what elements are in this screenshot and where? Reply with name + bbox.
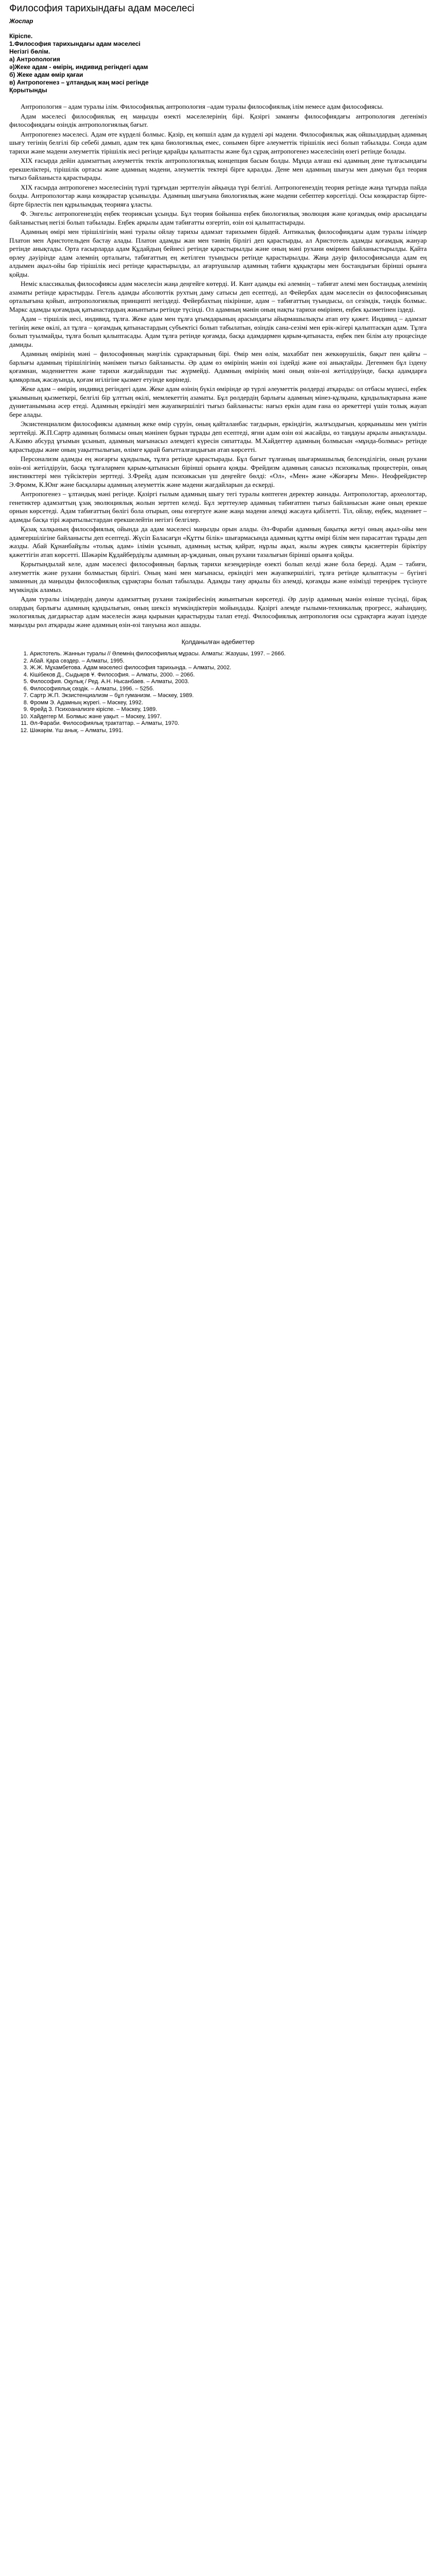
paragraph: Адам мәселесі философиялық ең маңызды өзекті мәселелерінің бірі. Қазіргі заманғы философиядағы антропология дегеніміз философиядағы өзіндік антропологиялық бағыт. [9,112,427,128]
plan-item: 1.Философия тарихындағы адам мәселесі [9,40,141,47]
reference-item: 11. Әл-Фараби. Философиялық трактаттар. – Алматы, 1970. [30,720,427,727]
plan-section [9,18,427,94]
paragraph: Адамның өмірі мен тірішілігінің мәні туралы ойлау тарихы адамзат тарихымен бірдей. Антикалық философиядағы адам туралы ілімдер Платон мен Аристотельден бастау алады. Платон адамды жан мен тәннің бірлігі деп қарастырды, ал Аристотель адамды қоғамдық жануар ретінде анықтады. Орта ғасырларда адам Құдайдың бейнесі ретінде қарастырылды және оның мәні рухани өмірмен байланыстырылды. Қайта өрлеу дәуірінде адам әлемнің орталығы, табиғаттың ең жетілген туындысы ретінде қарастырылды. Жаңа дәуір философиясында адам ең алдымен ақыл-ойы бар тірішілік иесі ретінде қарастырылды, ал ағартушылар адамның табиғи құқықтары мен бостандығын бірінші орынға қойды. [9,228,427,278]
reference-item: 4. Кішібеков Д., Сыдықов Ұ. Философия. – Алматы, 2000. – 206б. [30,672,427,679]
paragraph: Антропогенез мәселесі. Адам өте күрделі болмыс. Қазір, ең көпшіл адам да күрделі әрі мәдени. Философиялық жақ ойшылдардың адамның шығу тегінің белгілі бір себебі дамып, адам тек қана биологиялық емес, сонымен бірге әлеуметтік тірішілік иесі болып табылады. Сонда адам тарихи және мәдени әлеуметтік тірішілік иесі регінде қарайды қалыптасты және бұл сұрақ антропогенез мәселесінің өзегі ретінде болады. [9,130,427,155]
paragraph: Персонализм адамды ең жоғарғы құндылық, тұлға ретінде қарастырады. Бұл бағыт тұлғаның шығармашылық белсенділігін, оның рухани өзін-өзі жетілдіруін, басқа тұлғалармен қарым-қатынасын бірінші орынға қояды. Фрейдизм адамның санасыз психикалық процестерін, оның инстинкттері мен түйсіктерін зерттеді. З.Фрейд адам психикасын үш деңгейге бөлді: «Ол», «Мен» және «Жоғарғы Мен». Неофрейдистер Э.Фромм, К.Юнг және басқалары адамның әлеуметтік және мәдени жағдайларын да ескерді. [9,455,427,488]
paragraph: Жеке адам – өмірің, индивид регіндегі адам. Жеке адам өзінің бүкіл өмірінде әр түрлі әлеуметтік рөлдерді атқарады: ол отбасы мүшесі, еңбек ұжымының қызметкері, белгілі бір ұлттың өкілі, мемлекеттің азаматы. Бұл рөлдердің барлығы адамның мінез-құлқына, құндылықтарына және дүниетанымына әсер етеді. Адамның еркіндігі мен жауапкершілігі тығыз байланысты: нағыз еркін адам ғана өз әрекеттері үшін толық жауап бере алады. [9,385,427,418]
paragraph: Экзистенциализм философиясы адамның жеке өмір сүруін, оның қайталанбас тағдырын, еркіндігін, жалғыздығын, қорқынышы мен үмітін зерттейді. Ж.П.Сартр адамның болмысы оның мәнінен бұрын тұрады деп есептеді, яғни адам өзін өзі жасайды, өз таңдауы арқылы анықталады. А.Камю абсурд ұғымын ұсынып, адамның мағынасыз әлемдегі күресін сипаттады. М.Хайдеггер адамның болмысын «мұнда-болмыс» ретінде қарастырды және оның уақыттылығын, өлімге қарай бағытталғандығын атап көрсетті. [9,420,427,453]
paragraph: Қазақ халқының философиялық ойында да адам мәселесі маңызды орын алады. Әл-Фараби адамның бақытқа жетуі оның ақыл-ойы мен адамгершілігіне байланысты деп есептеді. Жүсіп Баласағұн «Құтты білік» шығармасында адамның құтты өмірі білім мен парасаттан тұрады деп жазды. Абай Құнанбайұлы «толық адам» ілімін ұсынып, адамның ыстық қайрат, нұрлы ақыл, жылы жүрек сияқты қасиеттерін біріктіру қажеттігін атап көрсетті. Шәкәрім Құдайбердіұлы адамның ар-ұжданын, оның рухани тазалығын бірінші орынға қойды. [9,525,427,558]
body-text [9,103,427,629]
paragraph: XIX ғасырда дейін адамзаттың әлеуметтік тектік антропологиялық концепция басым болды. Мұнда алғаш екі адамның дене тұлғасындағы ерекшеліктері, тірішілік ортасы және адамның мәдени, әлеуметтік тектері бірге қаралды. Дене мен адамның шығуы мен дамуын бұл теория тығыз байланыста қарастырады. [9,157,427,181]
reference-item: 6. Философиялық сөздік. – Алматы, 1996. – 525б. [30,686,427,693]
plan-item: в) Антропогенез – ұлтандық жаң мәсі регінде [9,79,149,86]
plan-item: б) Жеке адам өмір қағаи [9,71,83,78]
plan-heading: Жоспар [9,18,33,25]
references-title: Қолданылған әдебиеттер [181,638,255,646]
paragraph: Адам – тіршілік иесі, индивид, тұлға. Жеке адам мен тұлға ұғымдарының арасындағы айырмашылықты атап өту қажет. Индивид – адамзат тегінің жеке өкілі, ал тұлға – қоғамдық қатынастардың субъектісі болып табылатын, өзіндік сана-сезімі мен ерік-жігері қалыптасқан адам. Тұлға болып туылмайды, тұлға болып қалыптасады. Адам тұлға ретінде қоғамда, басқа адамдармен қарым-қатынаста, еңбек пен білім алу процесінде дамиды. [9,315,427,348]
reference-item: 8. Фромм Э. Адамның жүрегі. – Мәскеу, 1992. [30,700,427,707]
references-section [9,638,427,734]
paragraph: Антропология – адам туралы ілім. Философиялық антропология –адам туралы философиялық ілім немесе адам философиясы. [21,103,383,110]
plan-item: а) Антропология [9,56,60,63]
paragraph: Қорытындылай келе, адам мәселесі философияның барлық тарихи кезеңдерінде өзекті болып келді және бола береді. Адам – табиғи, әлеуметтік және рухани болмыстың бірлігі. Оның мәні мен мағынасы, еркіндігі мен жауапкершілігі, тұлға ретінде қалыптасуы – бүгінгі заманның да маңызды философиялық сұрақтары болып табылады. Адамды тану арқылы біз әлемді, қоғамды және өзімізді тереңірек түсінуге мүмкіндік аламыз. [9,560,427,594]
reference-item: 5. Философия. Оқулық / Ред. А.Н. Нысанбаев. – Алматы, 2003. [30,679,427,686]
plan-conclusion: Қорытынды [9,87,47,94]
reference-item: 9. Фрейд З. Психоанализге кіріспе. – Мәскеу, 1989. [30,706,427,714]
paragraph: Адамның өмірінің мәні – философияның мәңгілік сұрақтарының бірі. Өмір мен өлім, махаббат пен жеккөрушілік, бақыт пен қайғы – барлығы адамның тірішілігінің мәнімен тығыз байланысты. Әр адам өз өмірінің мәнін өзі іздейді және өзі анықтайды. Дегенмен бұл іздену қоғамнан, мәдениеттен және тарихи жағдайлардан тыс жүрмейді. Адамның өмірінің мәні оның өзін-өзі жетілдіруінде, басқа адамдарға қамқорлық жасауында, қоғам игілігіне қызмет етуінде көрінеді. [9,350,427,383]
plan-item: Негізгі бөлім. [9,48,50,55]
reference-item: 7. Сартр Ж.П. Экзистенциализм – бұл гуманизм. – Мәскеу, 1989. [30,692,427,700]
reference-item: 1. Аристотель. Жаннын туралы // Әлемнің философиялық мұрасы. Алматы: Жазушы, 1997. – 266б. [30,651,427,658]
references-list [9,651,427,734]
paragraph: Неміс классикалық философиясы адам мәселесін жаңа деңгейге көтерді. И. Кант адамды екі әлемнің – табиғат әлемі мен бостандық әлемінің азаматы ретінде қарастырды. Гегель адамды абсолюттік рухтың даму сатысы деп есептеді, ал Фейербах адам мәселесін өз философиясының орталығына қойып, антропологиялық принципті негіздеді. Фейербахтың пікірінше, адам – табиғаттың туындысы, ол сезімдік, тәндік болмыс. Маркс адамды қоғамдық қатынастардың жиынтығы ретінде түсінді. Ол адамның мәнін оның нақты тарихи өмірінен, еңбек қызметінен іздеді. [9,280,427,313]
document-title: Философия тарихындағы адам мәселесі [9,3,195,14]
paragraph: Антропогенез – ұлтандық мәні регінде. Қазіргі ғылым адамның шығу тегі туралы көптеген деректер жинады. Антропологтар, археологтар, генетиктер адамзаттың ұзақ эволюциялық жолын зерттеп келеді. Бұл зерттеулер адамның табиғатпен тығыз байланысын және оның ерекше орнын көрсетеді. Адам табиғаттың бөлігі бола отырып, оны өзгертуге және жаңа мәдени әлемді жасауға қабілетті. Тіл, ойлау, еңбек, мәдениет – адамды басқа тірі жаратылыстардан ерекшелейтін негізгі белгілер. [9,490,427,523]
paragraph: Ф. Энгельс антропогенездің еңбек теориясын ұсынды. Бұл теория бойынша еңбек биологиялық эволюция және қоғамдық өмір арасындағы байланыстың негізі болып табылады. Еңбек арқылы адам табиғатты өзгертіп, өзін өзі қалыптастырады. [9,210,427,226]
paragraph: Адам туралы ілімдердің дамуы адамзаттың рухани тәжірибесінің жиынтығын көрсетеді. Әр дәуір адамның мәнін өзінше түсінді, бірақ олардың барлығы адамның құндылығын, оның шексіз мүмкіндіктерін мойындады. Қазіргі әлемде ғылыми-техникалық прогресс, жаһандану, экологиялық дағдарыстар адам мәселесін жаңа қырынан қарастыруды талап етеді. Философиялық антропология осы сұрақтарға жауап іздеуде маңызды рөл атқарады және адамның өзін-өзі тануына жол ашады. [9,595,427,629]
reference-item: 3. Ж.Ж. Мұхамбетова. Адам мәселесі философия тарихында. – Алматы, 2002. [30,665,427,672]
reference-item: 2. Абай. Қара сөздер. – Алматы, 1995. [30,658,427,665]
plan-intro: Кіріспе. [9,32,33,40]
document-page [0,0,436,755]
plan-item: ә)Жеке адам - өмірің, индивид регіндегі адам [9,63,148,71]
reference-item: 12. Шәкәрім. Үш анық. – Алматы, 1991. [30,727,427,735]
paragraph: XIX ғасырда антропогенез мәселесінің түрлі тұрғыдан зерттелуін айқында түрі белгілі. Антропогенездің теория ретінде жаңа тұғырда пайда болды. Антропологтар жаңа көзқарастар ұсынылды. Адамның шығуына биологиялық және мәдени себептер көрсетілді. Осы көзқарастар бірте-бірте бірлестік пен құрылымдық теорияға ұласты. [9,183,427,208]
reference-item: 10. Хайдеггер М. Болмыс және уақыт. – Мәскеу, 1997. [30,714,427,721]
